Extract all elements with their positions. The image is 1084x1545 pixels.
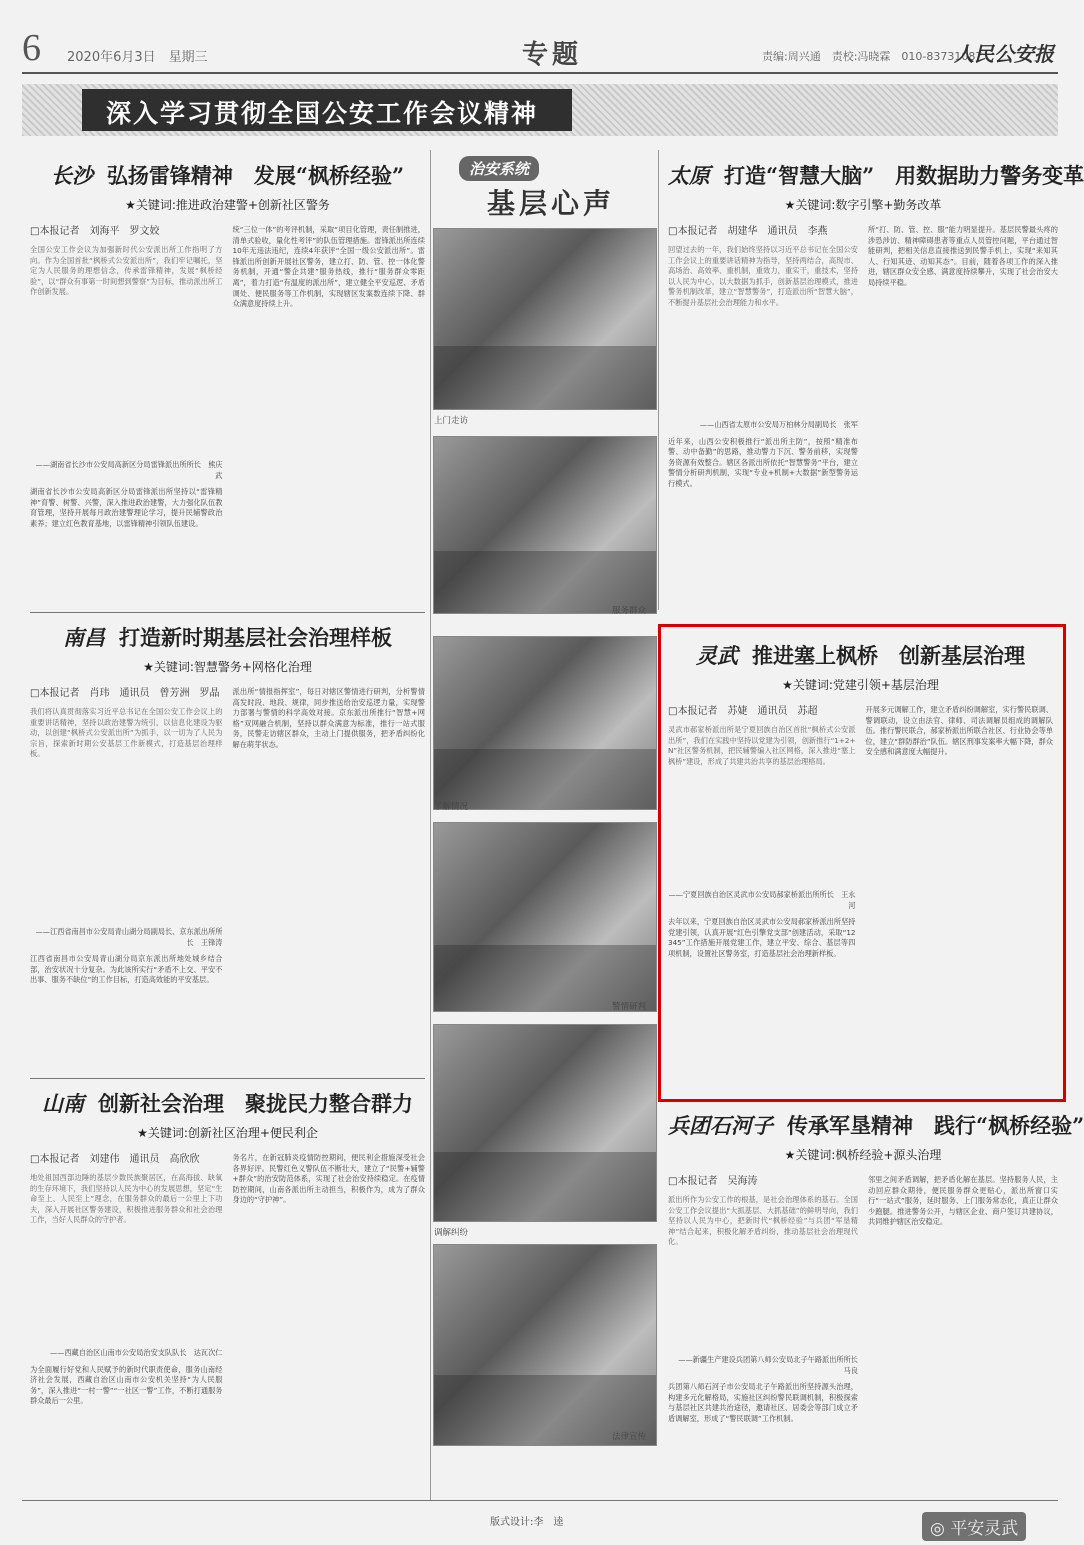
photo-dispute-mediation <box>433 1024 657 1222</box>
body-text: 近年来，山西公安积极推行“派出所主防”，按照“精准布警、动中备勤”的思路，推动警力下沉、警务前移，实现警务资源有效整合。辖区各派出所依托“智慧警务”平台，建立警情分析研判机制，实现“专业+机制+大数据”新型警务运行模式。 <box>668 436 858 488</box>
headline-title: 传承军垦精神 践行“枫桥经验” <box>787 1113 1084 1138</box>
byline: □本报记者 刘海平 罗文姣 <box>30 226 160 237</box>
keywords: ★关键词:创新社区治理+便民利企 <box>137 1126 318 1140</box>
photo-caption: 调解纠纷 <box>434 1228 469 1238</box>
body-text: 江西省南昌市公安局青山湖分局京东派出所地处城乡结合部，治安状况十分复杂。为此该所实行“矛盾不上交、平安不出事、服务不缺位”的工作目标，打造高效能的平安基层。 <box>30 954 223 985</box>
signature: ——西藏自治区山南市公安局治安支队队长 达瓦次仁 <box>49 1348 223 1357</box>
headline <box>30 622 425 652</box>
headline <box>30 160 425 190</box>
photo-caption: 上门走访 <box>434 416 469 426</box>
article-shihezi <box>668 1110 1084 1535</box>
column-rule-right <box>658 150 659 610</box>
headline-title: 创新社会治理 聚拢民力整合群力 <box>98 1091 413 1116</box>
byline: □本报记者 苏婕 通讯员 苏超 <box>668 706 818 717</box>
body-text: 兵团第八师石河子市公安局北子午路派出所坚持源头治理，构建多元化解格局，实施社区纠纷警民联调机制，积极探索与基层社区共建共治途径，邀请社区、居委会等部门成立矛盾调解室，形成了“警民联调”工作机制。 <box>668 1382 858 1423</box>
headline-place: 兵团石河子 <box>668 1113 773 1138</box>
signature: ——宁夏回族自治区灵武市公安局郝家桥派出所所长 王永河 <box>668 890 856 910</box>
divider <box>30 612 425 613</box>
headline <box>30 1088 425 1118</box>
lead-text: 全国公安工作会议为加强新时代公安派出所工作指明了方向。作为全国首批“枫桥式公安派出所”，我们牢记嘱托，坚定为人民服务的理想信念，传承雷锋精神，发展“枫桥经验”，以“群众有事第一时间想到警察”为目标，推动派出所工作创新发展。 <box>30 245 223 297</box>
lead-text: 灵武市郝家桥派出所是宁夏回族自治区首批“枫桥式公安派出所”，我们在实践中坚持以党建为引领，创新推行“1+2+N”社区警务机制，把民辅警编入社区网格，深入推进“塞上枫桥”建设，形成了共建共治共享的基层治理格局。 <box>668 725 856 766</box>
headline-place: 山南 <box>42 1091 84 1116</box>
photo-serving-public <box>433 436 657 614</box>
headline-place: 南昌 <box>63 625 105 650</box>
column-rule-left <box>430 150 431 1500</box>
keywords: ★关键词:枫桥经验+源头治理 <box>784 1148 942 1162</box>
photo-caption: 警情研判 <box>612 1002 647 1012</box>
body-text: 湖南省长沙市公安局高新区分局雷锋派出所坚持以“雷锋精神”育警、树警、兴警，深入推进政治建警，大力强化队伍教育管理，坚持开展每月政治建警理论学习，提升民辅警政治素养；建立红色教育基地，以雷锋精神引领队伍建设。 <box>30 487 223 528</box>
lead-text: 回望过去的一年，我们始终坚持以习近平总书记在全国公安工作会议上的重要讲话精神为指导，坚持两结合，高现市、高场治、高效率、重机制，重效力，重实干，重技术，坚持以人民为中心，以大数据为抓手，创新基层治理模式，推进警务机制改革，建立“智慧警务”，打造派出所“智慧大脑”，不断提升基层社会治理能力和水平。 <box>668 245 858 307</box>
watermark-icon: ◎ <box>930 1519 951 1539</box>
byline: □本报记者 吴海涛 <box>668 1176 758 1187</box>
article-changsha <box>30 160 425 640</box>
column-logo <box>437 152 651 224</box>
body-text-continued: 派出所“情报指挥室”，每日对辖区警情进行研判，分析警情高发时段、地段、规律，同步推送给治安巡逻力量，实现警力部署与警情的科学高效对接。京东派出所推行“智慧+网格”双网融合机制，坚持以群众满意为标准，推行一站式服务，民警走访辖区群众，主动上门提供服务，把矛盾纠纷化解在萌芽状态。 <box>232 687 425 749</box>
photo-learning-situation <box>433 636 657 810</box>
logo-tag: 治安系统 <box>459 156 539 181</box>
logo-title: 基层心声 <box>487 187 616 220</box>
headline-title: 打造“智慧大脑” 用数据助力警务变革 <box>724 163 1084 188</box>
body-text-continued: 邻里之间矛盾调解，把矛盾化解在基层。坚持服务人民，主动回应群众期待，便民服务群众更贴心，派出所窗口实行“一站式”服务，延时服务、上门服务常态化，真正让群众少跑腿。推进警务公开，与辖区企业、商户签订共建协议，共同维护辖区治安稳定。 <box>868 1175 1058 1227</box>
headline-place: 长沙 <box>50 163 93 188</box>
body-text-continued: 开展多元调解工作，建立矛盾纠纷调解室，实行警民联调、警调联动，设立由法官、律师、司法调解员组成的调解队伍。推行警民联合，郝家桥派出所联合社区、行业协会等单位，建立“群防群治”队伍。辖区刑事发案率大幅下降，群众安全感和满意度大幅提升。 <box>865 705 1053 757</box>
headline <box>668 1110 1084 1140</box>
byline: □本报记者 胡建华 通讯员 李燕 <box>668 226 828 237</box>
banner-title: 深入学习贯彻全国公安工作会议精神 <box>106 99 539 128</box>
article-nanchang <box>30 622 425 1107</box>
banner <box>22 84 1058 136</box>
section-title: 专题 <box>522 40 583 70</box>
layout-credit: 版式设计:李 逵 <box>490 1517 564 1528</box>
photo-caption: 了解情况 <box>434 802 469 812</box>
signature: ——湖南省长沙市公安局高新区分局雷锋派出所所长 熊庆武 <box>35 460 223 480</box>
body-text-continued: 务名片，在新冠肺炎疫情防控期间，便民利企措施深受社会各界好评。民警红色义警队伍不断壮大，建立了“民警+辅警+群众”的治安防范体系，实现了社会治安持续稳定。在疫情防控期间，山南各派出所主动担当，积极作为，成为了群众身边的“守护神”。 <box>232 1153 425 1205</box>
article-lingwu <box>668 640 1053 1095</box>
article-taiyuan <box>668 160 1084 645</box>
photo-caption: 服务群众 <box>612 606 647 616</box>
paper-logo: 人民公安报 <box>954 42 1054 66</box>
lead-text: 地处祖国西部边陲的基层少数民族聚居区，在高海拔、缺氧的生存环境下，我们坚持以人民为中心的发展思想，坚定“生命至上、人民至上”理念，在服务群众的最后一公里上下功夫，深入开展社区警务建设，积极推进服务群众和社会治理工作，当好人民群众的守护者。 <box>30 1173 223 1225</box>
headline-place: 太原 <box>668 163 710 188</box>
keywords: ★关键词:党建引领+基层治理 <box>782 678 939 692</box>
body-text: 去年以来，宁夏回族自治区灵武市公安局郝家桥派出所坚持党建引领，认真开展“红色引擎党支部”创建活动，采取“12345”工作措施开展党建工作，建立平安、综合、基层等四项机制，设置社区警务室，打造基层社会治理新样板。 <box>668 917 856 958</box>
masthead <box>22 27 1058 74</box>
keywords: ★关键词:智慧警务+网格化治理 <box>143 660 312 674</box>
bottom-rule <box>22 1500 1058 1501</box>
keywords: ★关键词:推进政治建警+创新社区警务 <box>125 198 330 212</box>
body-text-continued: 所“打、防、管、控、服”能力明显提升。基层民警最头疼的涉恐涉访、精神障碍患者等重点人员管控问题，平台通过智能研判，把相关信息直接推送到民警手机上，实现“来知其人、行知其迹、动知其态”。目前，随着各项工作的深入推进，辖区群众安全感、满意度持续攀升，实现了社会治安大局持续平稳。 <box>868 225 1058 287</box>
article-shannan <box>30 1088 425 1533</box>
watermark: ◎ 平安灵武 <box>922 1512 1026 1541</box>
byline: □本报记者 刘建伟 通讯员 高欣欣 <box>30 1154 200 1165</box>
signature: ——江西省南昌市公安局青山湖分局副局长、京东派出所所长 王锋涛 <box>35 927 223 947</box>
photo-home-visit <box>433 228 657 410</box>
headline-title: 打造新时期基层社会治理样板 <box>119 625 392 650</box>
headline-title: 弘扬雷锋精神 发展“枫桥经验” <box>106 163 405 188</box>
signature: ——新疆生产建设兵团第八师公安局北子午路派出所所长 马良 <box>678 1355 866 1375</box>
photo-caption: 法律宣传 <box>612 1432 647 1442</box>
page-number: 6 <box>22 27 41 69</box>
body-text: 为全面履行好党和人民赋予的新时代职责使命，服务山南经济社会发展，西藏自治区山南市公安机关坚持“为人民服务”，深入推进“一村一警”“一社区一警”工作，不断打通服务群众最后一公里。 <box>30 1364 223 1406</box>
body-text-continued: 统“三位一体”的考评机制，采取“项目化管理，责任制推进，清单式验收，量化性考评”的队伍管理措施。雷锋派出所连续10年无违法违纪，连续4年获评“全国一级公安派出所”。雷锋派出所创新开展社区警务，建立打、防、管、控一体化警务机制，开通“警企共建”服务热线，推行“服务群众零距离”，着力打造“有温度的派出所”，建立健全平安巡逻、矛盾调处、便民服务等工作机制，实现辖区发案数连续下降、群众满意度持续上升。 <box>232 225 425 309</box>
keywords: ★关键词:数字引擎+勤务改革 <box>784 198 942 212</box>
headline <box>668 160 1084 190</box>
divider <box>30 1078 425 1079</box>
photo-legal-publicity <box>433 1244 657 1446</box>
photo-police-analysis <box>433 822 657 1012</box>
headline <box>668 640 1053 670</box>
masthead-rule <box>22 72 1058 74</box>
lead-text: 派出所作为公安工作的根基，是社会治理体系的基石。全国公安工作会议提出“大抓基层、大抓基础”的鲜明导向，我们坚持以人民为中心，把新时代“枫桥经验”与兵团“军垦精神”结合起来，积极化解矛盾纠纷，推动基层社会治理现代化。 <box>668 1195 858 1247</box>
byline: □本报记者 肖玮 通讯员 曾芳洲 罗晶 <box>30 688 220 699</box>
headline-title: 推进塞上枫桥 创新基层治理 <box>752 643 1025 668</box>
issue-date: 2020年6月3日 星期三 <box>67 50 208 65</box>
headline-place: 灵武 <box>696 643 738 668</box>
lead-text: 我们将认真贯彻落实习近平总书记在全国公安工作会议上的重要讲话精神，坚持以政治建警为统引，以信息化建设为驱动，以创建“枫桥式公安派出所”为抓手，以一切为了人民为宗旨，探索新时期公安基层工作新模式，打造基层治理样板。 <box>30 707 223 759</box>
editor-credits: 责编:周兴通 责校:冯晓霖 010-83731087 <box>762 50 983 63</box>
signature: ——山西省太原市公安局万柏林分局副局长 张军 <box>699 420 858 429</box>
